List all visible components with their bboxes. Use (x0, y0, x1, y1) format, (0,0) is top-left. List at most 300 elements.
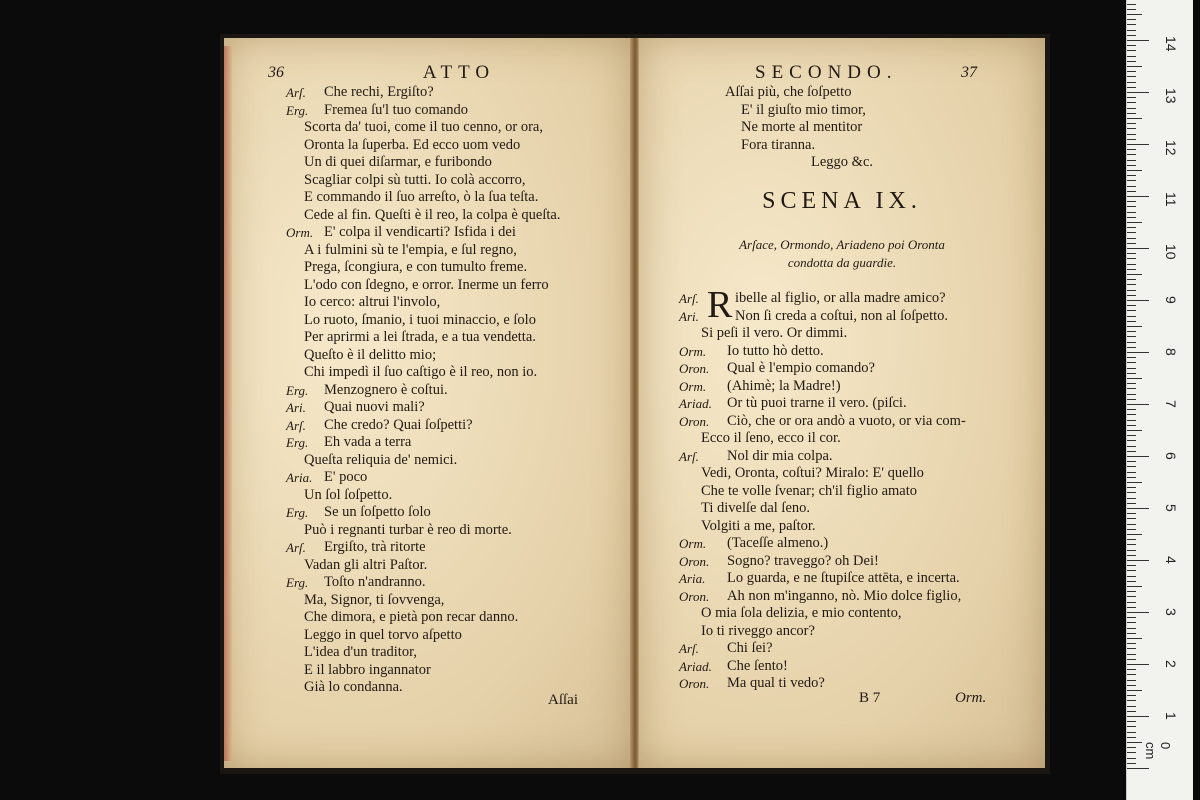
verse-text: Un di quei diſarmar, e furibondo (304, 154, 492, 170)
verse-text: Può i regnanti turbar è reo di morte. (304, 521, 512, 538)
right-running-header: SECONDO. (755, 62, 898, 83)
text-line (639, 500, 1045, 518)
ruler-tick (1127, 394, 1136, 395)
speaker-label: Erg. (286, 435, 309, 450)
verse-text: E' colpa il vendicarti? Isfida i dei (324, 224, 516, 240)
right-page (638, 38, 1045, 768)
verse-text: Ciò, che or ora andò a vuoto, or via com- (727, 412, 966, 429)
ruler-unit-label: 0 cm (1143, 742, 1173, 760)
verse-text: A i fulmini sù te l'empia, e ſul regno, (304, 241, 517, 258)
ruler-tick (1127, 186, 1136, 187)
verse-text: Io ti riveggo ancor? (701, 622, 815, 639)
ruler-tick (1127, 409, 1136, 410)
verse-text: Scagliar colpi sù tutti. Io colà accorro, (304, 171, 526, 188)
ruler-tick (1127, 321, 1136, 322)
speaker-label: Arſ. (286, 85, 306, 100)
ruler-tick (1127, 472, 1136, 473)
verse-text: Se un ſoſpetto ſolo (324, 504, 431, 520)
ruler-tick (1127, 290, 1136, 291)
ruler-tick (1127, 295, 1136, 296)
verse-text: Che credo? Quai ſoſpetti? (324, 416, 473, 433)
ruler-tick (1127, 440, 1136, 441)
ruler-tick (1127, 222, 1142, 223)
verse-text: Volgiti a me, paſtor. (701, 517, 816, 534)
ruler-tick (1127, 232, 1136, 233)
ruler-tick (1127, 747, 1136, 748)
left-page-number: 36 (268, 64, 284, 81)
ruler-tick (1127, 357, 1136, 358)
text-line (224, 329, 634, 347)
ruler-tick (1127, 633, 1136, 634)
ruler-tick (1127, 466, 1136, 467)
ruler-tick (1127, 326, 1142, 327)
ruler-tick (1127, 643, 1136, 644)
speaker-label: Arſ. (679, 641, 699, 656)
speaker-label: Orm. (679, 536, 707, 551)
ruler-tick (1127, 108, 1136, 109)
speaker-label: Ari. (286, 400, 306, 415)
verse-text: ibelle al figlio, or alla madre amico? (735, 290, 946, 306)
ruler-tick (1127, 555, 1136, 556)
ruler-tick (1127, 264, 1136, 265)
ruler-tick (1127, 258, 1136, 259)
speaker-label: Oron. (679, 361, 710, 376)
text-line (224, 102, 634, 120)
ruler-tick (1127, 700, 1136, 701)
verse-text: Scorta da' tuoi, come il tuo cenno, or ora, (304, 119, 543, 135)
ruler-tick (1127, 570, 1136, 571)
ruler-tick (1127, 461, 1136, 462)
text-line (224, 84, 634, 102)
ruler-tick (1127, 160, 1136, 161)
ruler-tick (1127, 300, 1149, 301)
verse-text: Che rechi, Ergiſto? (324, 84, 434, 100)
speaker-label: Orm. (286, 225, 314, 240)
text-line (224, 434, 634, 452)
ruler-tick (1127, 180, 1136, 181)
ruler-tick (1127, 482, 1142, 483)
text-line (224, 644, 634, 662)
ruler-tick (1127, 76, 1136, 77)
text-line (639, 588, 1045, 606)
ruler-tick (1127, 628, 1136, 629)
verse-text: Ti divelſe dal ſeno. (701, 500, 811, 516)
verse-text: Ma, Signor, ti ſovvenga, (304, 591, 445, 608)
verse-text: L'odo con ſdegno, e orror. Inerme un ferro (304, 276, 549, 293)
text-line (639, 378, 1045, 396)
ruler-tick (1127, 175, 1136, 176)
ruler-number: 14 (1163, 36, 1179, 52)
ruler-tick (1127, 97, 1136, 98)
ruler-tick (1127, 253, 1136, 254)
ruler-tick (1127, 201, 1136, 202)
ruler-tick (1127, 243, 1136, 244)
text-line (224, 119, 634, 137)
text-line (224, 522, 634, 540)
verse-line: Aſſai più, che ſoſpetto (725, 84, 852, 100)
ruler-number: 8 (1163, 348, 1179, 356)
verse-text: E' poco (324, 469, 368, 485)
text-line (224, 347, 634, 365)
text-line (639, 360, 1045, 378)
text-line (224, 294, 634, 312)
verse-text: Che te volle ſvenar; ch'il figlio amato (701, 482, 918, 499)
ruler-tick (1127, 451, 1136, 452)
ruler-number: 5 (1163, 504, 1179, 512)
ruler-tick (1127, 669, 1136, 670)
verse-text: Toſto n'andranno. (324, 574, 426, 590)
ruler-tick (1127, 550, 1136, 551)
ruler-tick (1127, 617, 1136, 618)
text-line (224, 539, 634, 557)
speaker-label: Arſ. (679, 291, 699, 306)
ruler-tick (1127, 274, 1142, 275)
verse-text: Fremea ſu'l tuo comando (324, 101, 468, 118)
ruler-tick (1127, 269, 1136, 270)
ruler-tick (1127, 758, 1136, 759)
speaker-label: Ariad. (679, 658, 712, 674)
text-line (639, 658, 1045, 676)
speaker-label: Aria. (286, 470, 313, 485)
ruler-tick (1127, 310, 1136, 311)
ruler-tick (1127, 113, 1136, 114)
verse-text: Qual è l'empio comando? (727, 360, 875, 376)
text-line (224, 487, 634, 505)
ruler-tick (1127, 71, 1136, 72)
speaker-label: Oron. (679, 413, 710, 429)
ruler-tick (1127, 534, 1142, 535)
verse-text: Che dimora, e pietà pon recar danno. (304, 609, 519, 625)
text-line (639, 640, 1045, 658)
text-line (639, 553, 1045, 571)
ruler-tick (1127, 191, 1136, 192)
text-line (224, 154, 634, 172)
text-line (224, 277, 634, 295)
ruler-tick (1127, 399, 1136, 400)
ruler-tick (1127, 576, 1136, 577)
ruler-tick (1127, 238, 1136, 239)
text-line (224, 662, 634, 680)
ruler-tick (1127, 612, 1149, 613)
ruler-number: 12 (1163, 140, 1179, 156)
verse-text: Si peſi il vero. Or dimmi. (701, 325, 848, 341)
ruler-tick (1127, 654, 1136, 655)
ruler-tick (1127, 154, 1136, 155)
text-line (639, 483, 1045, 501)
ruler-tick (1127, 206, 1136, 207)
speaker-label: Aria. (679, 571, 706, 586)
ruler-tick (1127, 487, 1136, 488)
ruler-tick (1127, 305, 1136, 306)
ruler-tick (1127, 752, 1136, 753)
ruler-tick (1127, 685, 1136, 686)
left-page (224, 38, 635, 768)
ruler-tick (1127, 607, 1136, 608)
ruler-tick (1127, 227, 1136, 228)
ruler-tick (1127, 544, 1136, 545)
ruler-tick (1127, 19, 1136, 20)
speaker-label: Erg. (286, 575, 309, 590)
ruler-tick (1127, 518, 1136, 519)
verse-text: Sogno? traveggo? oh Dei! (727, 552, 879, 569)
verse-line: E' il giuſto mio timor, (741, 101, 866, 118)
text-line (224, 452, 634, 470)
ruler-tick (1127, 706, 1136, 707)
text-line (639, 570, 1045, 588)
verse-text: Or tù puoi trarne il vero. (piſci. (727, 395, 907, 411)
text-line (224, 224, 634, 242)
text-line (224, 382, 634, 400)
verse-text: E il labbro ingannator (304, 661, 431, 678)
ruler-tick (1127, 87, 1136, 88)
ruler-tick (1127, 212, 1136, 213)
speaker-label: Ari. (679, 308, 699, 324)
text-line (639, 343, 1045, 361)
ruler-tick (1127, 539, 1136, 540)
ruler-tick (1127, 716, 1149, 717)
ruler-tick (1127, 591, 1136, 592)
ruler-number: 6 (1163, 452, 1179, 460)
ruler-tick (1127, 118, 1142, 119)
ruler-tick (1127, 56, 1136, 57)
speaker-label: Arſ. (286, 417, 306, 433)
text-line (224, 592, 634, 610)
ruler-tick (1127, 513, 1136, 514)
speaker-label: Erg. (286, 505, 309, 520)
text-line (224, 137, 634, 155)
ruler-tick (1127, 66, 1142, 67)
ruler-tick (1127, 498, 1136, 499)
ruler-tick (1127, 217, 1136, 218)
ruler-tick (1127, 721, 1136, 722)
verse-text: Non ſi creda a coſtui, non al ſoſpetto. (735, 307, 949, 324)
text-line (639, 535, 1045, 553)
ruler-tick (1127, 4, 1136, 5)
ruler-tick (1127, 24, 1136, 25)
ruler-tick (1127, 139, 1136, 140)
ruler-tick (1127, 331, 1136, 332)
ruler-tick (1127, 638, 1142, 639)
ruler-tick (1127, 45, 1136, 46)
ruler-tick (1127, 602, 1136, 603)
verse-text: Vedi, Oronta, coſtui? Miralo: E' quello (701, 465, 924, 481)
speaker-label: Arſ. (679, 448, 699, 464)
left-text-block (224, 84, 634, 697)
verse-text: Quai nuovi mali? (324, 399, 425, 415)
verse-line: Ne morte al mentitor (741, 119, 863, 135)
verse-text: Prega, ſcongiura, e con tumulto freme. (304, 259, 528, 275)
ruler-tick (1127, 14, 1142, 15)
open-book (220, 34, 1050, 774)
ruler-tick (1127, 342, 1136, 343)
ruler-tick (1127, 35, 1136, 36)
ruler-tick (1127, 248, 1149, 249)
ruler-tick (1127, 695, 1136, 696)
text-line (224, 627, 634, 645)
text-line (224, 189, 634, 207)
text-line (639, 448, 1045, 466)
verse-text: Io tutto hò detto. (727, 342, 824, 359)
ruler-tick (1127, 742, 1142, 743)
right-page-number: 37 (961, 64, 977, 81)
text-line (224, 259, 634, 277)
ruler-tick (1127, 165, 1136, 166)
ruler-tick (1127, 128, 1136, 129)
ruler-tick (1127, 503, 1136, 504)
ruler-tick (1127, 144, 1149, 145)
ruler-tick (1127, 726, 1136, 727)
ruler-tick (1127, 40, 1149, 41)
text-line (224, 574, 634, 592)
verse-text: Leggo in quel torvo aſpetto (304, 626, 462, 643)
ruler-tick (1127, 170, 1142, 171)
speaker-label: Orm. (679, 378, 707, 394)
ruler-number: 4 (1163, 556, 1179, 564)
ruler-tick (1127, 362, 1136, 363)
ruler-tick (1127, 477, 1136, 478)
ruler-tick (1127, 50, 1136, 51)
speaker-label: Arſ. (286, 540, 306, 555)
verse-text: Per aprirmi a lei ſtrada, e a tua vendetta. (304, 329, 536, 345)
ruler-tick (1127, 284, 1136, 285)
verse-text: Già lo condanna. (304, 679, 403, 695)
verse-text: Queſto è il delitto mio; (304, 346, 437, 363)
verse-text: Un ſol ſoſpetto. (304, 486, 393, 503)
ruler-tick (1127, 565, 1136, 566)
ruler-tick (1127, 492, 1136, 493)
ruler-tick (1127, 508, 1149, 509)
speaker-label: Erg. (286, 382, 309, 398)
verse-text: Oronta la ſuperba. Ed ecco uom vedo (304, 136, 521, 153)
text-line (639, 605, 1045, 623)
ruler-tick (1127, 383, 1136, 384)
ruler-tick (1127, 596, 1136, 597)
ruler-tick (1127, 404, 1149, 405)
ruler-tick (1127, 149, 1136, 150)
text-line (224, 242, 634, 260)
ruler-tick (1127, 648, 1136, 649)
verse-text: Chi ſei? (727, 640, 773, 656)
verse-text: Che ſento! (727, 657, 788, 674)
text-line (224, 417, 634, 435)
verse-text: Ma qual ti vedo? (727, 675, 825, 691)
text-line (224, 364, 634, 382)
ruler-tick (1127, 581, 1136, 582)
ruler-number: 2 (1163, 660, 1179, 668)
text-line (639, 325, 1045, 343)
ruler-tick (1127, 763, 1136, 764)
ruler-number: 7 (1163, 400, 1179, 408)
ruler-tick (1127, 446, 1136, 447)
text-line (639, 518, 1045, 536)
verse-text: (Taceſſe almeno.) (727, 535, 829, 551)
ruler-tick (1127, 279, 1136, 280)
speaker-label: Orm. (679, 343, 707, 359)
verse-text: Ah non m'inganno, nò. Mio dolce figlio, (727, 587, 962, 604)
ruler-tick (1127, 622, 1136, 623)
ruler-tick (1127, 378, 1142, 379)
ruler-tick (1127, 732, 1136, 733)
ruler-tick (1127, 373, 1136, 374)
ruler-tick (1127, 659, 1136, 660)
verse-text: Cede al fin. Queſti è il reo, la colpa è queſta. (304, 206, 561, 223)
verse-text: E commando il ſuo arreſto, ò la ſua teſta. (304, 189, 539, 205)
left-running-header: ATTO (422, 62, 496, 83)
ruler-tick (1127, 336, 1136, 337)
text-line (224, 557, 634, 575)
ruler-tick (1127, 316, 1136, 317)
verse-text: Eh vada a terra (324, 434, 412, 450)
verse-text: Menzognero è coſtui. (324, 381, 448, 398)
ruler-tick (1127, 61, 1136, 62)
cast-line-2: condotta da guardie. (787, 255, 897, 270)
verse-text: Ecco il ſeno, ecco il cor. (701, 430, 841, 446)
verse-text: (Ahimè; la Madre!) (727, 377, 841, 394)
right-catchword: Orm. (955, 690, 987, 706)
left-catchword: Aſſai (548, 692, 578, 708)
text-line (639, 290, 1045, 308)
ruler-tick (1127, 82, 1136, 83)
ruler-tick (1127, 134, 1136, 135)
speaker-label: Oron. (679, 588, 710, 604)
verse-text: Io cerco: altrui l'involo, (304, 294, 441, 310)
text-line (639, 395, 1045, 413)
ruler-tick (1127, 680, 1136, 681)
ruler-tick (1127, 711, 1136, 712)
verse-text: O mia ſola delizia, e mio contento, (701, 605, 902, 621)
ruler-number: 13 (1163, 88, 1179, 104)
verse-line: Fora tiranna. (741, 136, 816, 153)
ruler-tick (1127, 368, 1136, 369)
ruler-tick (1127, 560, 1149, 561)
ruler-tick (1127, 414, 1136, 415)
signature-mark: B 7 (859, 690, 881, 706)
text-line (639, 465, 1045, 483)
ruler-number: 11 (1163, 192, 1179, 207)
ruler-tick (1127, 352, 1149, 353)
ruler-tick (1127, 388, 1136, 389)
ruler-tick (1127, 420, 1136, 421)
right-text-block (639, 290, 1045, 693)
text-line (639, 413, 1045, 431)
ruler-tick (1127, 425, 1136, 426)
ruler-tick (1127, 586, 1142, 587)
text-line (639, 308, 1045, 326)
verse-text: L'idea d'un traditor, (304, 644, 417, 660)
scene-title: SCENA IX. (762, 188, 922, 214)
text-line (639, 430, 1045, 448)
verse-text: Queſta reliquia de' nemici. (304, 451, 458, 468)
verse-text: Chi impedì il ſuo caſtigo è il reo, non io. (304, 364, 538, 380)
verse-text: Vadan gli altri Paſtor. (304, 556, 428, 573)
text-line (224, 312, 634, 330)
text-line (224, 172, 634, 190)
verse-text: Nol dir mia colpa. (727, 447, 833, 464)
text-line (224, 504, 634, 522)
ruler-number: 9 (1163, 296, 1179, 304)
ruler-tick (1127, 768, 1149, 769)
ruler-number: 3 (1163, 608, 1179, 616)
ruler-tick (1127, 674, 1136, 675)
speaker-label: Oron. (679, 553, 710, 569)
drop-cap: R (707, 284, 733, 326)
verse-text: Lo guarda, e ne ſtupiſce attēta, e incerta. (727, 570, 960, 586)
speaker-label: Oron. (679, 676, 710, 691)
verse-text: Lo ruoto, ſmanio, i tuoi minaccio, e ſolo (304, 311, 536, 328)
speaker-label: Erg. (286, 102, 309, 118)
ruler-tick (1127, 92, 1149, 93)
measuring-ruler (1126, 0, 1193, 800)
